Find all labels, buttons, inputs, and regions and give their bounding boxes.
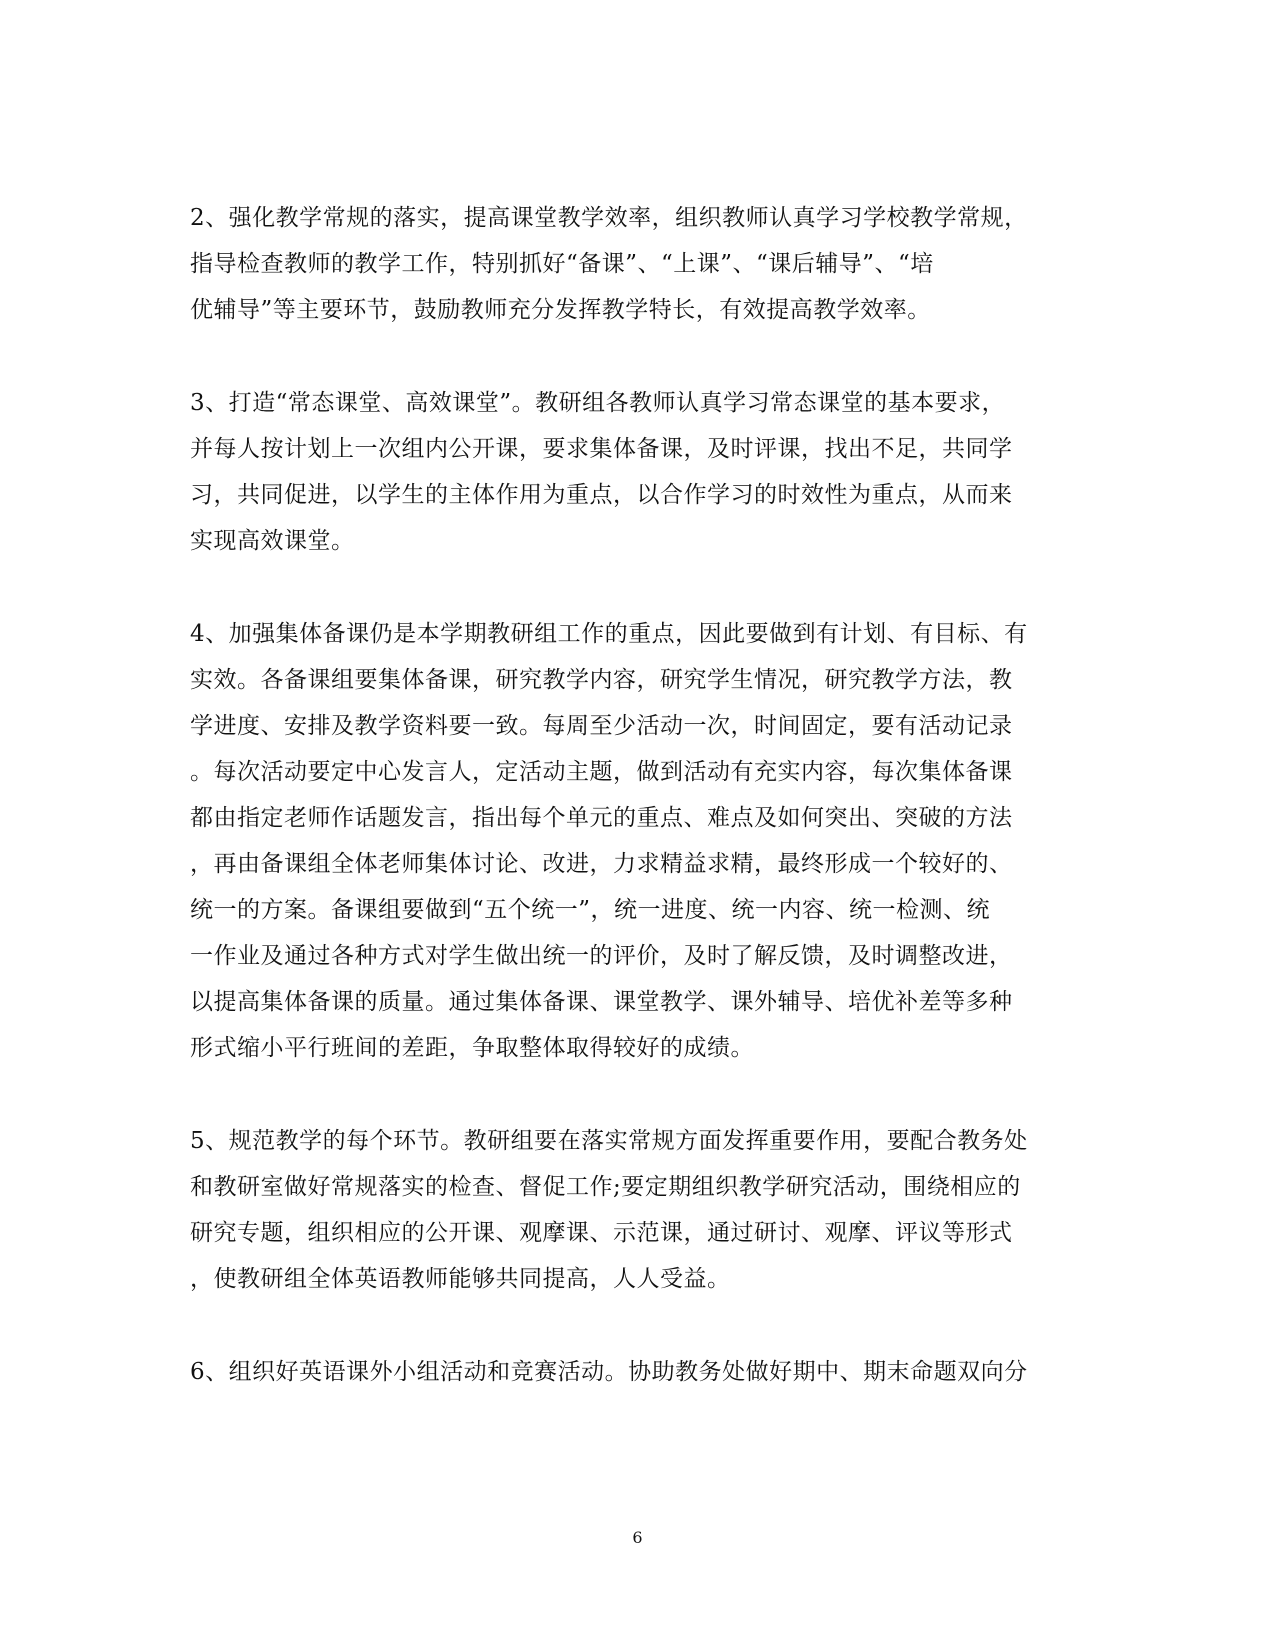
paragraph-5-line-3: 研究专题，组织相应的公开课、观摩课、示范课，通过研讨、观摩、评议等形式 <box>190 1220 1013 1246</box>
paragraph-2-line-2: 指导检查教师的教学工作，特别抓好“备课”、“上课”、“课后辅导”、“培 <box>190 251 934 277</box>
paragraph-5-line-1: 5、规范教学的每个环节。教研组要在落实常规方面发挥重要作用，要配合教务处 <box>190 1128 1028 1154</box>
paragraph-4-line-6: ，再由备课组全体老师集体讨论、改进，力求精益求精，最终形成一个较好的、 <box>190 851 1013 877</box>
paragraph-3-line-4: 实现高效课堂。 <box>190 528 355 554</box>
paragraph-2-line-1: 2、强化教学常规的落实，提高课堂教学效率，组织教师认真学习学校教学常规， <box>190 205 1028 231</box>
paragraph-4-line-1: 4、加强集体备课仍是本学期教研组工作的重点，因此要做到有计划、有目标、有 <box>190 621 1028 647</box>
paragraph-4-line-2: 实效。各备课组要集体备课，研究教学内容，研究学生情况，研究教学方法，教 <box>190 667 1013 693</box>
paragraph-4-line-9: 以提高集体备课的质量。通过集体备课、课堂教学、课外辅导、培优补差等多种 <box>190 989 1013 1015</box>
paragraph-4-line-4: 。每次活动要定中心发言人，定活动主题，做到活动有充实内容，每次集体备课 <box>190 759 1013 785</box>
paragraph-4-line-3: 学进度、安排及教学资料要一致。每周至少活动一次，时间固定，要有活动记录 <box>190 713 1013 739</box>
paragraph-5-line-2: 和教研室做好常规落实的检查、督促工作;要定期组织教学研究活动，围绕相应的 <box>190 1174 1021 1200</box>
paragraph-4-line-7: 统一的方案。备课组要做到“五个统一”，统一进度、统一内容、统一检测、统 <box>190 897 991 923</box>
paragraph-6-line-1: 6、组织好英语课外小组活动和竞赛活动。协助教务处做好期中、期末命题双向分 <box>190 1359 1028 1385</box>
paragraph-2-line-3: 优辅导”等主要环节，鼓励教师充分发挥教学特长，有效提高教学效率。 <box>190 297 931 323</box>
paragraph-3-line-2: 并每人按计划上一次组内公开课，要求集体备课，及时评课，找出不足，共同学 <box>190 436 1013 462</box>
page-number: 6 <box>632 1528 643 1547</box>
paragraph-4-line-5: 都由指定老师作话题发言，指出每个单元的重点、难点及如何突出、突破的方法 <box>190 805 1013 831</box>
paragraph-3-line-3: 习，共同促进，以学生的主体作用为重点，以合作学习的时效性为重点，从而来 <box>190 482 1013 508</box>
paragraph-4-line-10: 形式缩小平行班间的差距，争取整体取得较好的成绩。 <box>190 1035 754 1061</box>
paragraph-3-line-1: 3、打造“常态课堂、高效课堂”。教研组各教师认真学习常态课堂的基本要求， <box>190 390 1006 416</box>
paragraph-4-line-8: 一作业及通过各种方式对学生做出统一的评价，及时了解反馈，及时调整改进， <box>190 943 1013 969</box>
paragraph-5-line-4: ，使教研组全体英语教师能够共同提高，人人受益。 <box>190 1266 731 1292</box>
